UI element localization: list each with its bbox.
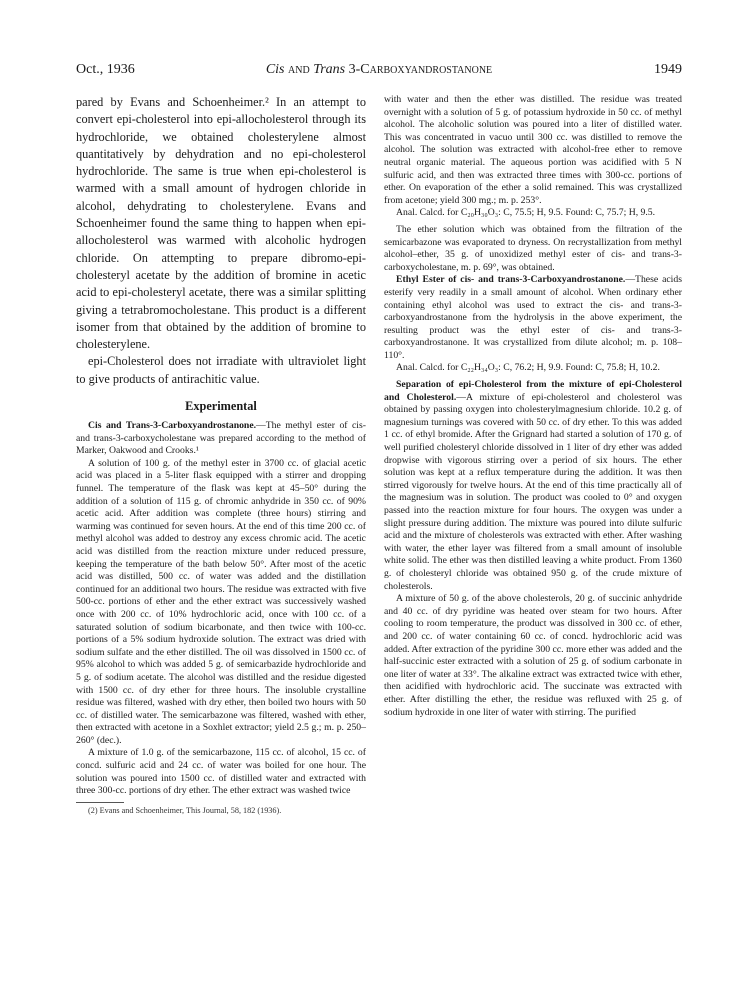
issue-date: Oct., 1936 [76, 62, 135, 77]
experimental-paragraph-3: A mixture of 1.0 g. of the semicarbazone, 115 cc. of alcohol, 15 cc. of concd. sulfuric acid and 24 cc. of water was boiled for one hour. The solution was poured into 1500 cc. of distilled water and extracted with three 300-cc. portions of dry ether. The ether extract was washed twice [76, 747, 366, 797]
intro-paragraph-2: epi-Cholesterol does not irradiate with ultraviolet light to give products of antirachitic value. [76, 354, 366, 386]
footnote-rule [76, 802, 124, 803]
section-title: Experimental [185, 399, 257, 414]
running-header [76, 62, 682, 80]
ether-solution-paragraph: The ether solution which was obtained from the filtration of the semicarbazone was evaporated to dryness. On recrystallization from methyl alcohol–ether, 35 g. of unoxidized methyl ester of cis- and trans-3-carboxycholestane, m. p. 69°, was obtained. [384, 223, 682, 273]
succinate-paragraph: A mixture of 50 g. of the above cholesterols, 20 g. of succinic anhydride and 40 cc. of dry pyridine was heated over steam for two hours. After cooling to room temperature, the product was dissolved in 300 cc. of ether, and 200 cc. of water containing 60 cc. of concd. hydrochloric acid was added. After extraction of the pyridine 300 cc. more ether was added and the half-succinic ester extracted with a solution of 25 g. of sodium carbonate in one liter of water at 33°. The alkaline extract was extracted twice with ether, then acidified with hydrochloric acid. The succinate was extracted with ether. After distilling the ether, the residue was refluxed with 25 g. of sodium hydroxide in one liter of water with stirring. The purified [384, 593, 682, 718]
right-column [384, 94, 682, 719]
analysis-2: Anal. Calcd. for C₂₂H₃₄O₃: C, 76.2; H, 9.9. Found: C, 75.8; H, 10.2. [396, 362, 660, 374]
footnote: (2) Evans and Schoenheimer, This Journal, 58, 182 (1936). [88, 805, 282, 815]
experimental-paragraph-1: Cis and Trans-3-Carboxyandrostanone.—The methyl ester of cis- and trans-3-carboxycholestane was prepared according to the method of Marker, Oakwood and Crooks.¹ [76, 420, 366, 457]
experimental-paragraph-2: A solution of 100 g. of the methyl ester in 3700 cc. of glacial acetic acid was placed in a 5-liter flask equipped with a stirrer and dropping funnel. The temperature of the flask was kept at 45–50° during the addition of a solution of 115 g. of chromic anhydride in 350 cc. of 90% acetic acid. After addition was complete (three hours) stirring and warming was continued for seven hours. At the end of this time 200 cc. of methyl alcohol was added to destroy any excess chromic acid. The acetic acid was distilled from the reaction mixture under reduced pressure, keeping the temperature of the bath below 50°. After most of the acetic acid was distilled, 500 cc. of water was added and the distillation continued for an additional two hours. The residue was extracted with five 500-cc. portions of ether and the ether extract was successively washed once with 200 cc. of 10% hydrochloric acid, once with 100 cc. of a saturated solution of sodium bicarbonate, and then twice with 100-cc. portions of a 5% sodium hydroxide solution. The extract was dried with sodium sulfate and the ether distilled. The oil was dissolved in 1500 cc. of 95% alcohol to which was added 5 g. of semicarbazide hydrochloride and 5 g. of sodium acetate. The alcohol was distilled and the residue digested with 1500 cc. of dry ether for three hours. The insoluble crystalline residue was filtered, washed with dry ether, then boiled two hours with 50 cc. of distilled water. The semicarbazone was filtered, washed with ether, then extracted with acetone in a Soxhlet extractor; yield 2.5 g.; m. p. 250–260° (dec.). [76, 457, 366, 746]
run-in-heading: Separation of epi-Cholesterol from the mixture of epi-Cholesterol and Cholesterol. [384, 379, 682, 403]
intro-paragraph-1: pared by Evans and Schoenheimer.² In an attempt to convert epi-cholesterol into epi-allocholesterol through its hydrochloride, we obtained cholesterylene almost quantitatively by dehydration and no epi-cholesterol hydrochloride. The same is true when epi-cholesterol is warmed with a small amount of hydrogen chloride in alcohol, dehydrating to cholesterylene. Evans and Schoenheimer found the same thing to happen when epi-allocholesterol was warmed with alcoholic hydrogen chloride. On attempting to prepare dibromo-epi-cholesteryl acetate by the addition of bromine in acetic acid to epi-cholesteryl acetate, there was a similar splitting giving a tetrabromocholestane. This product is a different isomer from that obtained by the addition of bromine to cholesterylene. [76, 95, 366, 352]
running-title: Cis and Trans 3-Carboxyandrostanone [265, 62, 493, 77]
left-column [76, 94, 366, 816]
separation-paragraph: Separation of epi-Cholesterol from the mixture of epi-Cholesterol and Cholesterol.—A mixture of epi-cholesterol and cholesterol was obtained by passing oxygen into cholesterylmagnesium chloride. 10.2 g. of magnesium turnings was covered with 50 cc. of dry ether. To this was added 1 cc. of ethyl bromide. After the Grignard had started a solution of 170 g. of well purified cholesteryl chloride dissolved in 1 liter of dry ether was added dropwise with vigorous stirring over a period of six hours. The ether solution was kept at a reflux temperature during the addition. It was then stirred vigorously for twelve hours. At the end of this time practically all of the magnesium was in solution. The product was cooled to 0° and oxygen passed into the reaction mixture for four hours. The oxygen was under a slight pressure during addition. The mixture was poured into dilute sulfuric acid and the mixture of cholesterols was extracted with ether. After washing with water, the ether layer was filtered from a small amount of insoluble white solid. The ether was then distilled leaving a white product. From 1360 g. of cholesteryl chloride was obtained 950 g. of the crude mixture of cholesterols. [384, 379, 682, 592]
ethyl-ester-paragraph: Ethyl Ester of cis- and trans-3-Carboxyandrostanone.—These acids esterify very readily in a small amount of alcohol. When ordinary ether containing ethyl alcohol was used to extract the cis- and trans-3-carboxyandrostanone from the hydrolysis in the above experiment, the resulting product was the ethyl ester of cis- and trans-3-carboxyandrostanone. It was crystallized from dilute alcohol; m. p. 108–110°. [384, 274, 682, 361]
run-in-heading: Cis and Trans-3-Carboxyandrostanone. [88, 420, 257, 432]
analysis-1: Anal. Calcd. for C₂₀H₃₀O₃: C, 75.5; H, 9.5. Found: C, 75.7; H, 9.5. [396, 207, 656, 219]
run-in-heading: Ethyl Ester of cis- and trans-3-Carboxyandrostanone. [396, 274, 626, 286]
page-number: 1949 [654, 62, 682, 77]
continued-paragraph: with water and then the ether was distilled. The residue was treated overnight with a solution of 5 g. of potassium hydroxide in 50 cc. of methyl alcohol. The alcoholic solution was poured into a liter of distilled water. This was concentrated in vacuo until 300 cc. was distilled to remove the alcohol. The solution was extracted with alcohol-free ether to remove neutral organic material. The aqueous portion was acidified with 5 N sulfuric acid, and then was extracted three times with 300-cc. portions of ether. On evaporation of the ether a solid remained. This was crystallized from acetone; yield 300 mg.; m. p. 253°. [384, 94, 682, 206]
